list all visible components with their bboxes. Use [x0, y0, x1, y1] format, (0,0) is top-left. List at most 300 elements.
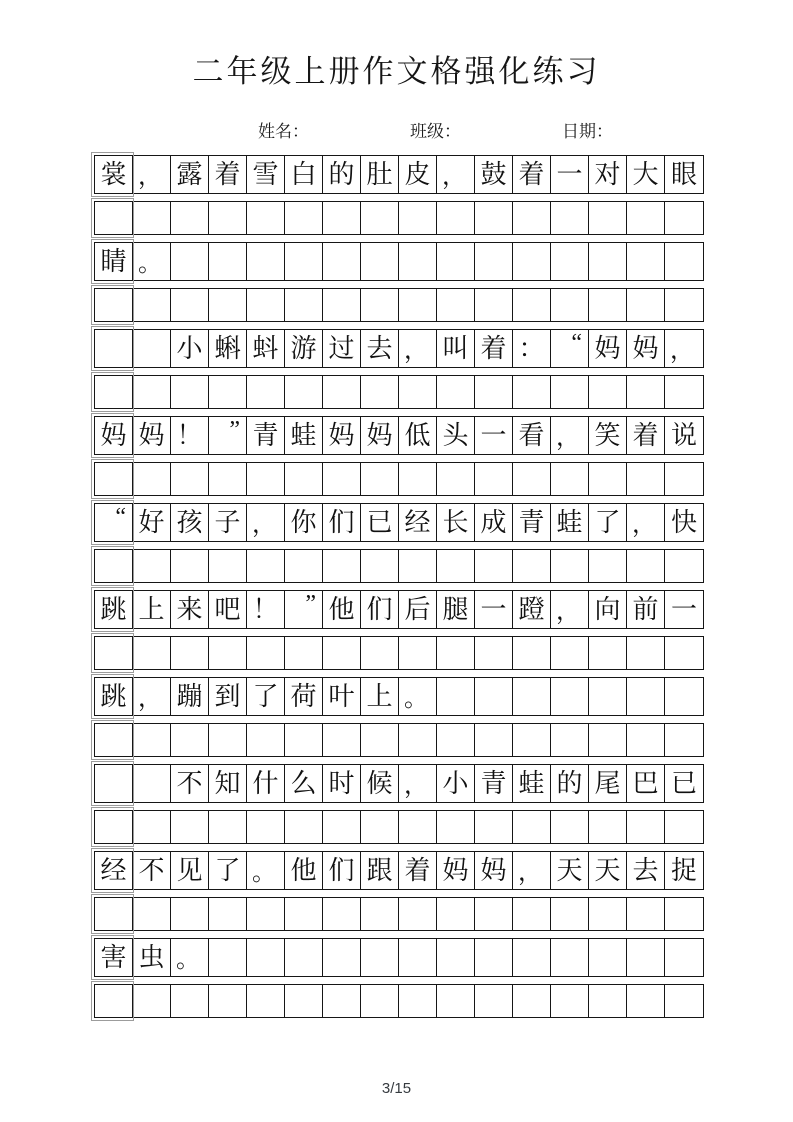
grid-cell-char: 肚 [361, 156, 399, 193]
grid-cell-empty [209, 811, 247, 843]
grid-cell-char: 叫 [437, 330, 475, 367]
grid-cell-empty [437, 550, 475, 582]
grid-cell-empty [475, 376, 513, 408]
grid-cell-char: “ [551, 330, 589, 367]
grid-cell-empty [551, 678, 589, 715]
grid-cell-empty [589, 243, 627, 280]
grid-cell-empty [475, 898, 513, 930]
grid-cell-char: ， [133, 678, 171, 715]
grid-cell-empty [95, 811, 133, 843]
grid-cell-char: 妈 [133, 417, 171, 454]
grid-cell-empty [589, 202, 627, 234]
grid-cell-empty [247, 724, 285, 756]
grid-cell-empty [399, 898, 437, 930]
grid-cell-char: 的 [551, 765, 589, 802]
grid-cell-empty [589, 376, 627, 408]
grid-row [94, 462, 704, 496]
grid-cell-char: 他 [323, 591, 361, 628]
grid-cell-empty [95, 985, 133, 1017]
grid-cell-char: 着 [627, 417, 665, 454]
grid-cell-empty [627, 898, 665, 930]
grid-cell-char: 大 [627, 156, 665, 193]
grid-cell-empty [437, 678, 475, 715]
grid-cell-empty [171, 898, 209, 930]
grid-cell-empty [665, 678, 703, 715]
grid-cell-empty [209, 243, 247, 280]
grid-cell-empty [171, 463, 209, 495]
grid-cell-empty [95, 637, 133, 669]
grid-cell-char: 笑 [589, 417, 627, 454]
grid-cell-empty [133, 985, 171, 1017]
grid-cell-empty [475, 637, 513, 669]
grid-cell-empty [551, 289, 589, 321]
grid-cell-empty [589, 678, 627, 715]
grid-cell-empty [285, 939, 323, 976]
grid-row [94, 590, 704, 629]
grid-cell-empty [247, 463, 285, 495]
grid-cell-char: 孩 [171, 504, 209, 541]
grid-cell-char: 来 [171, 591, 209, 628]
grid-cell-char: 眼 [670, 159, 697, 189]
grid-cell-empty [95, 289, 133, 321]
grid-cell-empty [551, 939, 589, 976]
grid-cell-char: 对 [589, 156, 627, 193]
grid-cell-empty [133, 765, 171, 802]
grid-cell-empty [437, 289, 475, 321]
grid-cell-empty [627, 678, 665, 715]
grid-cell-empty [665, 939, 703, 976]
grid-cell-empty [247, 289, 285, 321]
grid-cell-empty [513, 550, 551, 582]
grid-cell-empty [665, 811, 703, 843]
grid-cell-empty [361, 724, 399, 756]
grid-cell-empty [323, 550, 361, 582]
grid-cell-empty [513, 724, 551, 756]
grid-cell-empty [551, 376, 589, 408]
grid-cell-empty [437, 898, 475, 930]
grid-cell-char: 雪 [247, 156, 285, 193]
grid-row [94, 723, 704, 757]
grid-cell-empty [551, 724, 589, 756]
grid-cell-empty [399, 243, 437, 280]
grid-cell-char: 虫 [133, 939, 171, 976]
grid-cell-empty [361, 376, 399, 408]
grid-cell-empty [437, 985, 475, 1017]
grid-cell-char: 蛙 [513, 765, 551, 802]
grid-cell-char: ” [209, 417, 247, 454]
grid-cell-char: ， [247, 504, 285, 541]
grid-cell-empty [551, 463, 589, 495]
grid-cell-char: 睛 [95, 243, 133, 280]
grid-cell-empty [513, 811, 551, 843]
grid-cell-empty [133, 330, 171, 367]
grid-cell-char: 向 [589, 591, 627, 628]
grid-cell-char: 子 [209, 504, 247, 541]
grid-cell-empty [133, 202, 171, 234]
grid-cell-empty [475, 289, 513, 321]
grid-cell-empty [171, 985, 209, 1017]
grid-cell-empty [551, 202, 589, 234]
grid-cell-empty [665, 898, 703, 930]
grid-cell-empty [665, 550, 703, 582]
grid-cell-char: 去 [361, 330, 399, 367]
grid-cell-empty [323, 985, 361, 1017]
grid-cell-empty [133, 811, 171, 843]
grid-cell-char: 低 [399, 417, 437, 454]
grid-cell-char: 不 [171, 765, 209, 802]
grid-cell-empty [589, 463, 627, 495]
grid-cell-empty [285, 550, 323, 582]
grid-cell-char: 成 [475, 504, 513, 541]
grid-cell-empty [209, 985, 247, 1017]
grid-cell-empty [399, 724, 437, 756]
grid-cell-empty [513, 376, 551, 408]
grid-cell-char: 见 [171, 852, 209, 889]
grid-cell-char: 已 [361, 504, 399, 541]
grid-cell-char: ， [627, 504, 665, 541]
grid-cell-char: 。 [399, 678, 437, 715]
grid-row [94, 897, 704, 931]
grid-cell-empty [361, 463, 399, 495]
grid-cell-empty [285, 637, 323, 669]
grid-cell-empty [551, 985, 589, 1017]
grid-cell-empty [437, 811, 475, 843]
grid-cell-char: 一 [475, 591, 513, 628]
grid-cell-char: ， [670, 338, 694, 364]
grid-cell-empty [399, 202, 437, 234]
grid-row [94, 242, 704, 281]
grid-cell-char: 看 [513, 417, 551, 454]
grid-cell-empty [665, 376, 703, 408]
grid-cell-empty [323, 289, 361, 321]
grid-cell-empty [513, 678, 551, 715]
grid-cell-empty [665, 289, 703, 321]
grid-cell-empty [209, 939, 247, 976]
grid-cell-char: 白 [285, 156, 323, 193]
grid-cell-char: 一 [551, 156, 589, 193]
grid-cell-empty [171, 724, 209, 756]
grid-cell-empty [627, 243, 665, 280]
grid-cell-char: 妈 [627, 330, 665, 367]
grid-cell-char: 妈 [323, 417, 361, 454]
date-label: 日期： [562, 122, 613, 141]
grid-cell-empty [323, 724, 361, 756]
grid-cell-empty [627, 939, 665, 976]
grid-cell-empty [285, 376, 323, 408]
grid-cell-empty [285, 243, 323, 280]
grid-cell-char: 着 [513, 156, 551, 193]
grid-cell-empty [171, 811, 209, 843]
grid-cell-char: 过 [323, 330, 361, 367]
grid-cell-empty [399, 637, 437, 669]
grid-cell-empty [361, 550, 399, 582]
grid-cell-char: 露 [171, 156, 209, 193]
grid-cell-empty [513, 985, 551, 1017]
grid-cell-empty [513, 463, 551, 495]
grid-cell-char: ！ [171, 417, 209, 454]
grid-cell-char: 去 [627, 852, 665, 889]
grid-cell-empty [437, 724, 475, 756]
grid-cell-char: 上 [133, 591, 171, 628]
grid-cell-empty [399, 811, 437, 843]
grid-cell-empty [437, 376, 475, 408]
grid-cell-empty [361, 985, 399, 1017]
grid-cell-char: 巴 [627, 765, 665, 802]
grid-cell-empty [171, 289, 209, 321]
grid-cell-empty [171, 550, 209, 582]
grid-cell-empty [133, 376, 171, 408]
grid-cell-empty [209, 637, 247, 669]
name-label: 姓名： [258, 122, 309, 141]
grid-cell-empty [437, 202, 475, 234]
grid-row [94, 416, 704, 455]
grid-cell-char: 前 [627, 591, 665, 628]
grid-cell-empty [361, 637, 399, 669]
grid-cell-empty [627, 550, 665, 582]
grid-cell-empty [133, 637, 171, 669]
grid-cell-char: 时 [323, 765, 361, 802]
grid-cell-char: 经 [399, 504, 437, 541]
grid-cell-char: 已 [670, 768, 697, 798]
grid-cell-char: 后 [399, 591, 437, 628]
grid-cell-char: 跳 [95, 678, 133, 715]
grid-cell-char: 蚪 [247, 330, 285, 367]
grid-cell-char: ” [285, 591, 323, 628]
grid-cell-char: 腿 [437, 591, 475, 628]
grid-cell-char: 着 [399, 852, 437, 889]
grid-cell-empty [95, 376, 133, 408]
grid-cell-empty [95, 550, 133, 582]
grid-cell-empty [95, 765, 133, 802]
grid-cell-empty [551, 811, 589, 843]
grid-cell-empty [437, 463, 475, 495]
grid-row [94, 764, 704, 803]
grid-cell-empty [665, 243, 703, 280]
grid-cell-char: 着 [209, 156, 247, 193]
grid-cell-empty [285, 985, 323, 1017]
grid-cell-char: 尾 [589, 765, 627, 802]
grid-cell-empty [399, 985, 437, 1017]
grid-cell-empty [323, 637, 361, 669]
grid-cell-char: 吧 [209, 591, 247, 628]
grid-cell-empty [665, 724, 703, 756]
grid-cell-char: 你 [285, 504, 323, 541]
grid-row [94, 636, 704, 670]
grid-cell-char: 一 [475, 417, 513, 454]
grid-cell-empty [285, 898, 323, 930]
grid-cell-empty [437, 637, 475, 669]
grid-cell-char: 知 [209, 765, 247, 802]
grid-cell-empty [475, 811, 513, 843]
grid-cell-char: 们 [323, 852, 361, 889]
grid-cell-empty [95, 724, 133, 756]
grid-cell-char: ： [513, 330, 551, 367]
grid-row [94, 329, 704, 368]
grid-cell-char: 头 [437, 417, 475, 454]
grid-cell-empty [247, 550, 285, 582]
grid-cell-char: 小 [437, 765, 475, 802]
grid-cell-empty [589, 550, 627, 582]
grid-cell-char: 小 [171, 330, 209, 367]
grid-cell-empty [399, 289, 437, 321]
grid-row [94, 375, 704, 409]
grid-cell-char: 到 [209, 678, 247, 715]
grid-cell-empty [285, 289, 323, 321]
grid-cell-empty [247, 243, 285, 280]
grid-cell-char: 妈 [475, 852, 513, 889]
grid-cell-empty [665, 637, 703, 669]
grid-cell-empty [513, 243, 551, 280]
grid-cell-char: 的 [323, 156, 361, 193]
grid-cell-char: 荷 [285, 678, 323, 715]
grid-cell-char: 蛙 [551, 504, 589, 541]
grid-cell-empty [513, 898, 551, 930]
grid-cell-empty [589, 811, 627, 843]
grid-cell-char: 蹬 [513, 591, 551, 628]
page-number: 3/15 [381, 1080, 412, 1097]
grid-cell-empty [513, 289, 551, 321]
grid-cell-char: 天 [551, 852, 589, 889]
grid-row [94, 984, 704, 1018]
grid-cell-empty [95, 463, 133, 495]
grid-cell-empty [209, 724, 247, 756]
grid-cell-char: 不 [133, 852, 171, 889]
grid-cell-empty [513, 637, 551, 669]
grid-cell-char: 么 [285, 765, 323, 802]
grid-cell-empty [209, 202, 247, 234]
grid-cell-empty [551, 637, 589, 669]
grid-cell-empty [209, 898, 247, 930]
grid-cell-empty [247, 811, 285, 843]
grid-cell-char: 妈 [437, 852, 475, 889]
grid-row [94, 549, 704, 583]
grid-cell-empty [399, 550, 437, 582]
grid-cell-empty [437, 939, 475, 976]
grid-cell-char: 天 [589, 852, 627, 889]
grid-cell-char: ， [513, 852, 551, 889]
grid-cell-char: “ [95, 504, 133, 541]
grid-cell-empty [475, 550, 513, 582]
grid-cell-char: 叶 [323, 678, 361, 715]
grid-cell-empty [627, 376, 665, 408]
grid-cell-char: 蹦 [171, 678, 209, 715]
grid-row [94, 938, 704, 977]
grid-cell-empty [475, 678, 513, 715]
grid-cell-empty [285, 811, 323, 843]
grid-cell-char: ， [551, 417, 589, 454]
grid-cell-char: 了 [589, 504, 627, 541]
grid-cell-empty [247, 985, 285, 1017]
grid-cell-char: 什 [247, 765, 285, 802]
grid-cell-empty [361, 898, 399, 930]
grid-cell-empty [589, 985, 627, 1017]
grid-cell-empty [589, 289, 627, 321]
grid-cell-empty [361, 289, 399, 321]
grid-cell-empty [361, 202, 399, 234]
grid-cell-empty [551, 550, 589, 582]
grid-cell-char: 妈 [361, 417, 399, 454]
grid-row [94, 155, 704, 194]
grid-cell-empty [133, 724, 171, 756]
grid-cell-char: 青 [247, 417, 285, 454]
grid-cell-char: 经 [95, 852, 133, 889]
grid-cell-empty [209, 376, 247, 408]
grid-cell-empty [589, 637, 627, 669]
grid-cell-empty [361, 939, 399, 976]
grid-cell-empty [323, 463, 361, 495]
grid-cell-empty [475, 724, 513, 756]
grid-cell-empty [475, 243, 513, 280]
grid-cell-empty [171, 637, 209, 669]
grid-cell-empty [665, 985, 703, 1017]
grid-cell-empty [475, 939, 513, 976]
grid-cell-empty [247, 898, 285, 930]
grid-cell-empty [665, 202, 703, 234]
grid-cell-char: 皮 [399, 156, 437, 193]
grid-row [94, 288, 704, 322]
grid-cell-empty [665, 463, 703, 495]
grid-cell-char: 候 [361, 765, 399, 802]
class-label: 班级： [410, 122, 461, 141]
grid-row [94, 851, 704, 890]
grid-cell-empty [589, 724, 627, 756]
grid-cell-empty [323, 243, 361, 280]
grid-cell-empty [285, 202, 323, 234]
page-title: 二年级上册作文格强化练习 [192, 54, 601, 89]
grid-cell-empty [627, 637, 665, 669]
grid-cell-char: 。 [171, 939, 209, 976]
grid-row [94, 201, 704, 235]
grid-cell-empty [247, 637, 285, 669]
grid-cell-empty [95, 202, 133, 234]
grid-cell-char: 。 [247, 852, 285, 889]
grid-cell-empty [171, 202, 209, 234]
grid-cell-char: ！ [247, 591, 285, 628]
grid-cell-empty [399, 939, 437, 976]
grid-cell-char: 。 [133, 243, 171, 280]
grid-cell-char: 妈 [95, 417, 133, 454]
grid-cell-empty [627, 811, 665, 843]
grid-cell-char: 他 [285, 852, 323, 889]
grid-cell-empty [285, 463, 323, 495]
grid-cell-char: 青 [513, 504, 551, 541]
grid-cell-empty [95, 898, 133, 930]
grid-cell-empty [627, 985, 665, 1017]
grid-cell-char: 一 [670, 594, 697, 624]
grid-cell-char: 快 [670, 507, 697, 537]
grid-cell-empty [513, 939, 551, 976]
grid-cell-empty [475, 463, 513, 495]
grid-cell-char: 游 [285, 330, 323, 367]
grid-cell-empty [133, 898, 171, 930]
grid-cell-empty [133, 550, 171, 582]
grid-cell-char: ， [399, 330, 437, 367]
grid-cell-char: 好 [133, 504, 171, 541]
grid-cell-empty [475, 985, 513, 1017]
grid-cell-char: 们 [361, 591, 399, 628]
grid-row [94, 677, 704, 716]
grid-cell-char: 捉 [670, 855, 697, 885]
grid-cell-empty [133, 463, 171, 495]
grid-cell-empty [627, 463, 665, 495]
grid-cell-char: 跳 [95, 591, 133, 628]
grid-cell-char: 蝌 [209, 330, 247, 367]
grid-cell-empty [95, 330, 133, 367]
grid-cell-char: ， [551, 591, 589, 628]
grid-cell-empty [437, 243, 475, 280]
grid-cell-empty [209, 289, 247, 321]
grid-cell-empty [551, 243, 589, 280]
